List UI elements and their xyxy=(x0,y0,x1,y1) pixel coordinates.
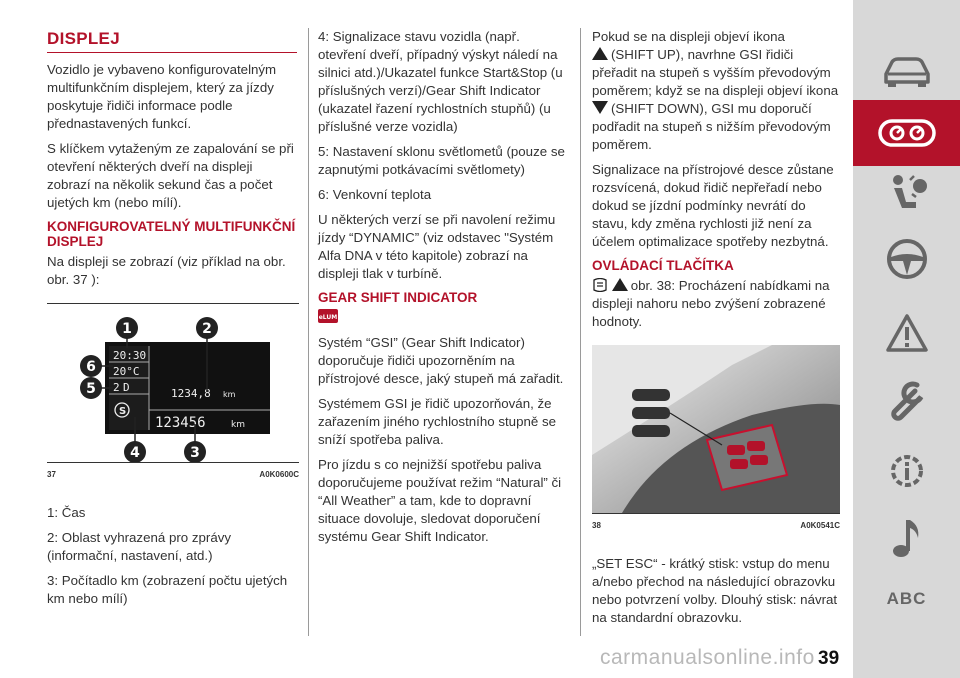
page-number: 39 xyxy=(818,648,840,669)
sidebar-item-maintenance[interactable] xyxy=(853,438,960,504)
figure-38-photo xyxy=(592,345,840,513)
svg-text:6: 6 xyxy=(86,359,96,375)
sidebar-abc-label: ABC xyxy=(886,589,927,608)
list-item: 4: Signalizace stavu vozidla (např. otevření dveří, případný výskyt náledí na silnici atd.)/Ukazatel funkce Start&Stop (u příslušných verzí)/Gear Shift Indicator (ukazatel řazení rychlostních stupňů) (u příslušné verze vozidla) xyxy=(318,29,563,134)
subsection-title: KONFIGUROVATELNÝ MULTIFUNKČNÍ DISPLEJ xyxy=(47,219,296,249)
chapter-sidebar xyxy=(853,0,960,678)
watermark: carmanualsonline.info xyxy=(600,646,815,669)
elum-badge-icon xyxy=(318,309,338,323)
paragraph: Signalizace na přístrojové desce zůstane rozsvícená, dokud řidič nepřeřadí nebo dokud se jízdní podmínky nevrátí do stavu, kdy změna rychlosti již není za účelem optimalizace spotřeby nezbytná. xyxy=(592,162,834,249)
callout-2 xyxy=(196,317,218,339)
figure-37-display xyxy=(47,312,299,462)
svg-text:2: 2 xyxy=(202,321,212,337)
elum-badge xyxy=(318,309,570,328)
figure-37-caption xyxy=(47,462,299,484)
list-item: 1: Čas xyxy=(47,505,86,520)
steering-wheel-icon xyxy=(885,237,929,281)
subsection-title: OVLÁDACÍ TLAČÍTKA xyxy=(592,258,734,273)
svg-text:3: 3 xyxy=(190,445,200,461)
figure-top-rule xyxy=(47,303,299,304)
shift-up-icon xyxy=(592,47,608,60)
display-trip: 1234,8 xyxy=(171,387,211,400)
music-note-icon xyxy=(890,516,924,560)
svg-text:5: 5 xyxy=(86,381,96,397)
display-time: 20:30 xyxy=(113,349,147,362)
paragraph-gsi-icons: Pokud se na displeji objeví ikona (SHIFT UP), navrhne GSI řidiči přeřadit na stupeň s vyšším převodovým poměrem; když se na displeji objeví ikona (SHIFT DOWN), GSI mu doporučí podřadit na stupeň s nižším převodovým poměrem. xyxy=(592,29,839,152)
display-gear: 2 xyxy=(113,381,120,394)
paragraph: Systémem GSI je řidič upozorňován, že zařazením jiného rychlostního stupně se sníží spotřeba paliva. xyxy=(318,396,556,447)
figure-number: 37 xyxy=(47,470,56,479)
paragraph: Na displeji se zobrazí (viz příklad na obr. obr. 37 ): xyxy=(47,254,286,287)
sidebar-item-warnings[interactable] xyxy=(853,300,960,366)
warning-triangle-icon xyxy=(885,313,929,353)
column-divider xyxy=(308,28,309,636)
paragraph: S klíčkem vytaženým ze zapalování se při otevření některých dveří na displeji zobrazí na několik sekund čas a počet ujetých km (nebo mílí). xyxy=(47,141,294,210)
display-gear-suffix: D xyxy=(123,381,130,394)
svg-text:eLUM: eLUM xyxy=(318,314,338,321)
display-trip-unit: km xyxy=(223,390,236,399)
figure-code: A0K0541C xyxy=(800,521,840,530)
list-item: 6: Venkovní teplota xyxy=(318,187,432,202)
paragraph: Pro jízdu s co nejnižší spotřebu paliva doporučujeme používat režim “Natural” či “All Weather” a tam, kde to dopravní situace dovoluje, sledovat doporučení systému Gear Shift Indicator. xyxy=(318,457,562,544)
seat-airbag-icon xyxy=(884,172,930,218)
display-esc: S xyxy=(119,406,127,417)
svg-text:4: 4 xyxy=(130,445,140,461)
list-item: 2: Oblast vyhrazená pro zprávy (informační, nastavení, atd.) xyxy=(47,530,232,563)
svg-text:1: 1 xyxy=(122,321,132,337)
shift-down-icon xyxy=(592,101,608,114)
sidebar-item-multimedia[interactable] xyxy=(853,505,960,571)
column-2 xyxy=(318,28,570,553)
column-1 xyxy=(47,28,299,615)
display-illustration xyxy=(47,312,297,462)
list-item: 3: Počítadlo km (zobrazení počtu ujetých km nebo mílí) xyxy=(47,573,288,606)
sidebar-item-driving[interactable] xyxy=(853,226,960,292)
callout-1 xyxy=(116,317,138,339)
sidebar-item-emergency[interactable] xyxy=(853,370,960,436)
paragraph-controls: obr. 38: Procházení nabídkami na displeji nahoru nebo zvýšení zobrazené hodnoty. xyxy=(592,278,830,329)
paragraph: U některých verzí se při navolení režimu jízdy “DYNAMIC” (viz odstavec "Systém Alfa DNA v této kapitole) zobrazí na displeji tlak v turbíně. xyxy=(318,212,556,281)
figure-code: A0K0600C xyxy=(259,470,299,479)
display-temp: 20°C xyxy=(113,365,140,378)
dashboard-gauges-icon xyxy=(877,118,937,148)
gear-service-icon xyxy=(885,449,929,493)
display-odometer-unit: km xyxy=(231,420,245,430)
paragraph: Systém “GSI” (Gear Shift Indicator) doporučuje řidiči upozorněním na přístrojové desce, jaký stupeň má zařadit. xyxy=(318,335,564,386)
arrow-up-icon xyxy=(612,278,628,291)
section-title-rule xyxy=(47,52,297,53)
callout-6 xyxy=(80,355,102,377)
display-button-icon xyxy=(592,278,608,292)
display-odometer: 123456 xyxy=(155,415,206,431)
list-item: 5: Nastavení sklonu světlometů (pouze se zapnutými potkávacími světlomety) xyxy=(318,144,565,177)
subsection-title: GEAR SHIFT INDICATOR xyxy=(318,290,478,305)
sidebar-item-index[interactable] xyxy=(853,566,960,632)
section-title: DISPLEJ xyxy=(47,29,120,48)
wrench-icon xyxy=(887,381,927,425)
steering-controls-photo xyxy=(592,345,840,513)
car-icon xyxy=(880,54,934,88)
column-divider xyxy=(580,28,581,636)
callout-4 xyxy=(124,441,146,462)
sidebar-item-safety[interactable] xyxy=(853,162,960,228)
callout-5 xyxy=(80,377,102,399)
figure-38-caption xyxy=(592,513,840,535)
figure-number: 38 xyxy=(592,521,601,530)
sidebar-item-car[interactable] xyxy=(853,38,960,104)
column-3 xyxy=(592,28,840,634)
sidebar-item-dashboard[interactable] xyxy=(853,100,960,166)
paragraph: Vozidlo je vybaveno konfigurovatelným multifunkčním displejem, který za jízdy poskytuje řidiči informace podle přednastavených funkcí. xyxy=(47,62,277,131)
paragraph: „SET ESC“ - krátký stisk: vstup do menu a/nebo přechod na následující obrazovku nebo potvrzení volby. Dlouhý stisk: návrat na standardní obrazovku. xyxy=(592,556,838,625)
callout-3 xyxy=(184,441,206,462)
